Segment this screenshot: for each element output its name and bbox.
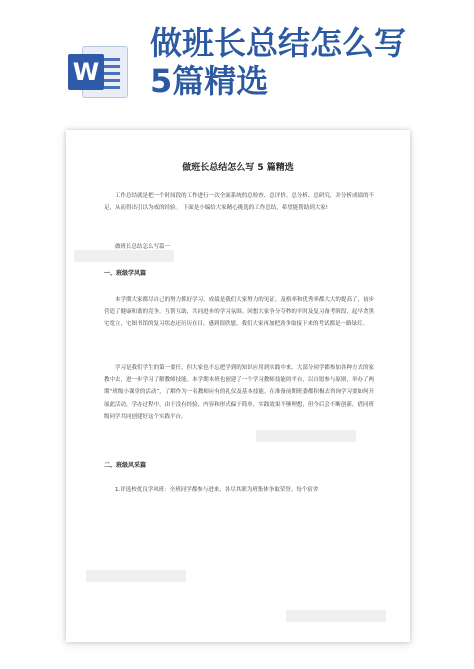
word-logo-letter: W <box>68 54 104 90</box>
document-page <box>66 130 410 642</box>
article-label: 做班长总结怎么写篇一 <box>115 244 171 250</box>
watermark <box>286 610 386 622</box>
section1-heading: 一、班级学风篇 <box>104 270 147 277</box>
section1-paragraph2: 学习是我们学生的第一要任，但大家也不忘把学到的知识应用到实践中来。大部分同学都参加各种方式的家教中去，进一步学习了解教师技能。本学期本班也创建了一个学习教师技能的平台，以自愿参与原则，举办了两期“班级小课堂的活动”，了解作为一名教师应有的礼仪及基本技能。在准备前期班委都积极去咨询学习要如何开展此活动，学办过程中，由于没有经验，内容和形式偏于简单，实践效果不够理想，但今后会不断创新，借同班级同学共同创建好这个实践平台。 <box>104 365 374 420</box>
intro-paragraph: 工作总结就是把一个时间段的工作进行一次全面系统的总检查、总评价、总分析、总研究，并分析成绩的不足，从而得出引以为戒的经验。 下面是小编给大家精心挑选的工作总结，希望能帮助到大家! <box>104 193 374 212</box>
section2-paragraph1: 1.评选校优良学风班：全班同学都参与进来，各尽其职为班集体争取荣誉。每个宿舍 <box>115 487 319 493</box>
document-title: 做班长总结怎么写 5 篇精选 <box>182 163 294 173</box>
watermark <box>86 570 186 582</box>
banner <box>0 0 474 115</box>
watermark <box>74 250 174 262</box>
section2-heading: 二、班级风采篇 <box>104 462 147 469</box>
section1-paragraph1: 本学期大家都尽自己的努力抓好学习，成绩是我们大家努力的见证。及格率和优秀率都大大的提高了，初步营造了健康和谐的竞争，互帮互助、共同进步的学习氛围。回想大家争分夺秒的平时及复习备考阶段，起早贪黑宅宽立，宅图书馆的复习状态还历历在目，感到很欣慰，我们大家再加把劲争取接下来的考试都是一路绿灯。 <box>104 297 374 328</box>
banner-title-line1: 做班长总结怎么写 <box>150 24 407 62</box>
banner-title-line2: 5篇精选 <box>150 62 269 100</box>
word-document-icon <box>66 40 128 102</box>
watermark <box>256 430 356 442</box>
